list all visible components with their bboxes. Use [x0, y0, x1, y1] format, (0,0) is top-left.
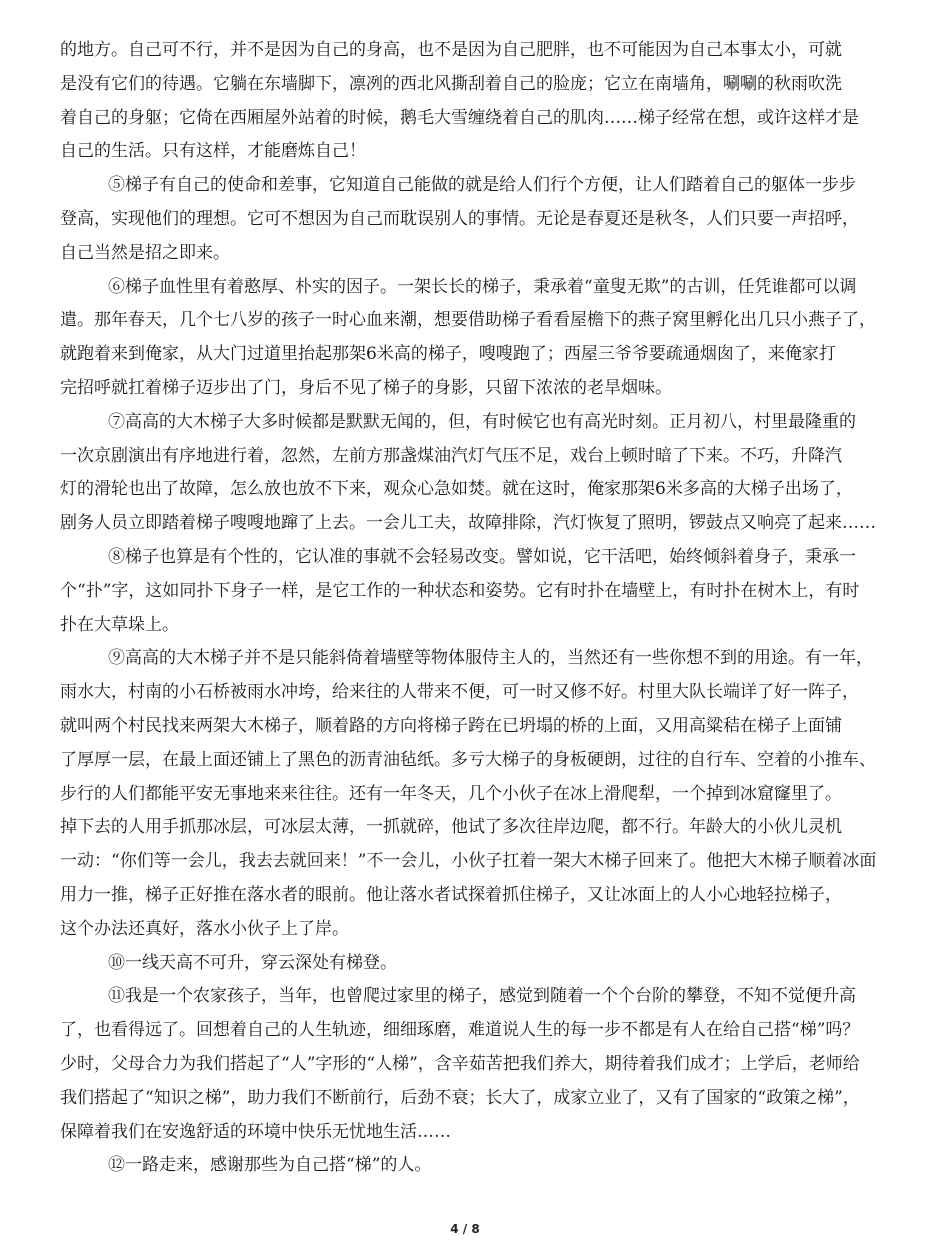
paragraph-7: [60, 406, 880, 541]
text-line: ⑪我是一个农家孩子，当年，也曾爬过家里的梯子，感觉到随着一个个台阶的攀登，不知不觉便升高: [108, 986, 856, 1007]
text-line: 的地方。自己可不行，并不是因为自己的身高，也不是因为自己肥胖，也不可能因为自己本事太小，可就: [60, 40, 842, 60]
paragraph-continuation: [60, 34, 880, 169]
text-line: 自己当然是招之即来。: [60, 242, 230, 263]
page-number: 4 / 8: [450, 1222, 480, 1236]
text-line: 用力一推，梯子正好推在落水者的眼前。他让落水者试探着抓住梯子，又让冰面上的人小心地轻拉梯子，: [60, 884, 842, 905]
text-line: ⑥梯子血性里有着憨厚、朴实的因子。一架长长的梯子，秉承着“童叟无欺”的古训，任凭谁都可以调: [108, 276, 857, 297]
paragraph-8: [60, 541, 880, 642]
text-line: 剧务人员立即踏着梯子嗖嗖地蹿了上去。一会儿工夫，故障排除，汽灯恢复了照明，锣鼓点又响亮了起来……: [60, 513, 876, 534]
text-line: 自己的生活。只有这样，才能磨炼自己！: [60, 141, 366, 162]
text-line: 一动：“你们等一会儿，我去去就回来！”不一会儿，小伙子扛着一架大木梯子回来了。他把大木梯子顺着冰面: [60, 851, 877, 872]
text-line: 着自己的身躯；它倚在西厢屋外站着的时候，鹅毛大雪缠绕着自己的肌肉……梯子经常在想，或许这样才是: [60, 107, 859, 128]
paragraph-10: [60, 947, 880, 981]
paragraph-9: [60, 642, 880, 946]
text-line: 少时，父母合力为我们搭起了“人”字形的“人梯”，含辛茹苦把我们养大，期待着我们成才；上学后，老师给: [60, 1053, 860, 1074]
paragraph-12: [60, 1149, 880, 1183]
text-line: 完招呼就扛着梯子迈步出了门，身后不见了梯子的身影，只留下浓浓的老旱烟味。: [60, 377, 672, 398]
text-line: 掉下去的人用手抓那冰层，可冰层太薄，一抓就碎，他试了多次往岸边爬，都不行。年龄大的小伙儿灵机: [60, 817, 842, 838]
text-line: 这个办法还真好，落水小伙子上了岸。: [60, 918, 349, 939]
text-line: ⑩一线天高不可升，穿云深处有梯登。: [108, 952, 397, 973]
text-line: ⑫一路走来，感谢那些为自己搭“梯”的人。: [108, 1155, 432, 1176]
text-line: 了厚厚一层，在最上面还铺上了黑色的沥青油毡纸。多亏大梯子的身板硬朗，过往的自行车、空着的小推车、: [60, 749, 876, 770]
paragraph-6: [60, 271, 880, 406]
text-line: 步行的人们都能平安无事地来来往往。还有一年冬天，几个小伙子在冰上滑爬犁，一个掉到冰窟窿里了。: [60, 783, 842, 804]
text-line: 就跑着来到俺家，从大门过道里抬起那架6米高的梯子，嗖嗖跑了；西屋三爷爷要疏通烟囱了，来俺家打: [60, 344, 836, 365]
text-line: 我们搭起了“知识之梯”，助力我们不断前行，后劲不衰；长大了，成家立业了，又有了国家的“政策之梯”，: [60, 1087, 860, 1108]
text-line: ⑨高高的大木梯子并不是只能斜倚着墙壁等物体服侍主人的，当然还有一些你想不到的用途。有一年，: [108, 648, 873, 669]
text-line: 雨水大，村南的小石桥被雨水冲垮，给来往的人带来不便，可一时又修不好。村里大队长端详了好一阵子，: [60, 682, 859, 703]
text-line: 了，也看得远了。回想着自己的人生轨迹，细细琢磨，难道说人生的每一步不都是有人在给自己搭“梯”吗？: [60, 1020, 860, 1041]
paragraph-11: [60, 980, 880, 1149]
text-line: 就叫两个村民找来两架大木梯子，顺着路的方向将梯子跨在已坍塌的桥的上面，又用高粱秸在梯子上面铺: [60, 715, 842, 736]
text-line: 灯的滑轮也出了故障，怎么放也放不下来，观众心急如焚。就在这时，俺家那架6米多高的大梯子出场了，: [60, 479, 853, 500]
text-line: 扑在大草垛上。: [60, 614, 179, 635]
text-line: 登高，实现他们的理想。它可不想因为自己而耽误别人的事情。无论是春夏还是秋冬，人们只要一声招呼，: [60, 208, 859, 229]
text-line: 个“扑”字，这如同扑下身子一样，是它工作的一种状态和姿势。它有时扑在墙壁上，有时扑在树木上，有时: [60, 580, 860, 601]
text-line: ⑧梯子也算是有个性的，它认准的事就不会轻易改变。譬如说，它干活吧，始终倾斜着身子，秉承一: [108, 546, 856, 567]
text-line: 遣。那年春天，几个七八岁的孩子一时心血来潮，想要借助梯子看看屋檐下的燕子窝里孵化出几只小燕子了，: [60, 310, 876, 331]
text-line: 是没有它们的待遇。它躺在东墙脚下，凛冽的西北风撕刮着自己的脸庞；它立在南墙角，唰唰的秋雨吹洗: [60, 73, 842, 94]
document-page: [60, 34, 880, 1183]
text-line: 保障着我们在安逸舒适的环境中快乐无忧地生活……: [60, 1121, 451, 1142]
paragraph-5: [60, 169, 880, 270]
text-line: ⑤梯子有自己的使命和差事，它知道自己能做的就是给人们行个方便，让人们踏着自己的躯体一步步: [108, 175, 856, 196]
text-line: ⑦高高的大木梯子大多时候都是默默无闻的，但，有时候它也有高光时刻。正月初八，村里最隆重的: [108, 411, 856, 432]
text-line: 一次京剧演出有序地进行着，忽然，左前方那盏煤油汽灯气压不足，戏台上顿时暗了下来。不巧，升降汽: [60, 445, 842, 466]
